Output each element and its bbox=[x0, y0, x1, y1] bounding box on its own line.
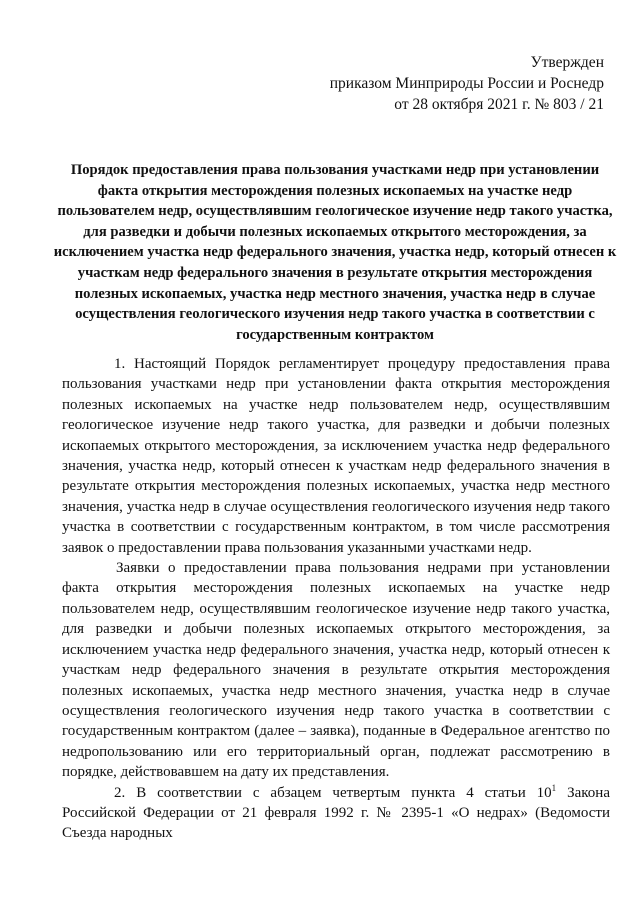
article-superscript: 1 bbox=[551, 782, 557, 793]
paragraph-3-start: 2. В соответствии с абзацем четвертым пункта 4 статьи 10 bbox=[114, 784, 552, 801]
approval-stamp bbox=[330, 52, 604, 115]
document-body bbox=[62, 354, 610, 844]
paragraph-1: 1. Настоящий Порядок регламентирует процедуру предоставления права пользования участками недр при установлении факта открытия месторождения полезных ископаемых на участке недр пользователем недр, осуществлявшим геологическое изучение недр такого участка, для разведки и добычи полезных ископаемых открытого месторождения, за исключением участка недр федерального значения, участка недр, который отнесен к участкам недр федерального значения в результате открытия месторождения полезных ископаемых, участка недр местного значения, участка недр в случае осуществления геологического изучения недр такого участка в соответствии с государственным контрактом, в том числе рассмотрения заявок о предоставлении права пользования указанными участками недр. bbox=[62, 356, 610, 556]
paragraph-3 bbox=[62, 783, 610, 844]
document-title: Порядок предоставления права пользования участками недр при установлении факта открытия месторождения полезных ископаемых на участке недр пользователем недр, осуществлявшим геологическое изучение недр такого участка, для разведки и добычи полезных ископаемых открытого месторождения, за исключением участка недр федерального значения, участка недр, который отнесен к участкам недр федерального значения в результате открытия месторождения полезных ископаемых, участка недр местного значения, участка недр в случае осуществления геологического изучения недр такого участка в соответствии с государственным контрактом bbox=[53, 162, 617, 343]
approval-line-order: приказом Минприроды России и Роснедр bbox=[329, 75, 604, 92]
approval-line-approved: Утвержден bbox=[530, 54, 604, 71]
paragraph-3-end: Закона Российской Федерации от 21 февраля 1992 г. № 2395-1 «О недрах» (Ведомости Съезда народных bbox=[62, 784, 610, 842]
paragraph-2: Заявки о предоставлении права пользования недрами при установлении факта открытия месторождения полезных ископаемых на участке недр пользователем недр, осуществлявшим геологическое изучение недр такого участка, для разведки и добычи полезных ископаемых открытого месторождения, за исключением участка недр федерального значения, участка недр, который отнесен к участкам недр федерального значения в результате открытия месторождения полезных ископаемых, участка недр местного значения, участка недр в случае осуществления геологического изучения недр такого участка в соответствии с государственным контрактом (далее – заявка), поданные в Федеральное агентство по недропользованию или его территориальный орган, подлежат рассмотрению в порядке, действовавшем на дату их представления. bbox=[62, 560, 610, 781]
approval-line-date: от 28 октября 2021 г. № 803 / 21 bbox=[394, 96, 604, 113]
